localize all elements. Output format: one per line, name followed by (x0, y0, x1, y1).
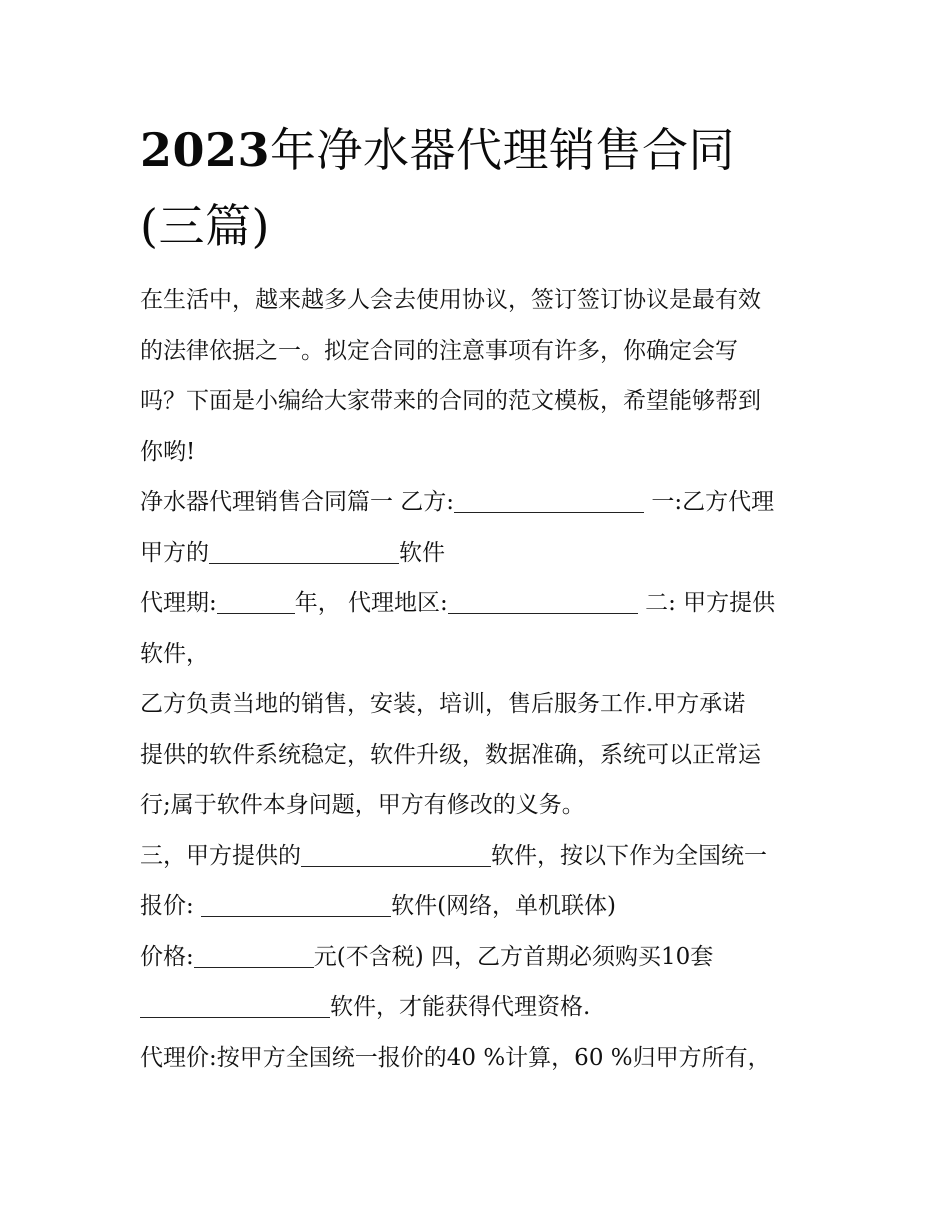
paragraph-line (140, 987, 820, 1038)
paragraph-line (140, 785, 820, 836)
document-title (140, 112, 820, 264)
paragraph-line (140, 886, 820, 937)
paragraph-line (140, 482, 820, 533)
text-segment: 二: 甲方提供 (637, 590, 776, 616)
text-segment: 在生活中，越来越多人会去使用协议，签订签订协议是最有效 (140, 287, 761, 313)
text-segment: 净水器代理销售合同篇一 乙方: (140, 489, 455, 515)
paragraph-line (140, 735, 820, 786)
text-segment: 报价: (140, 893, 202, 919)
text-segment: 的法律依据之一。拟定合同的注意事项有许多，你确定会写 (140, 337, 738, 364)
text-segment: 提供的软件系统稳定，软件升级，数据准确，系统可以正常运 (140, 741, 761, 768)
text-segment: 三，甲方提供的 (140, 842, 301, 869)
fill-in-blank-region (448, 587, 638, 614)
fill-in-blank-software (209, 537, 399, 564)
paragraph-line (140, 583, 820, 634)
paragraph-line (140, 331, 820, 382)
text-segment: 软件，按以下作为全国统一 (491, 842, 767, 869)
title-year: 2023 (140, 123, 271, 177)
text-segment: 乙方负责当地的销售，安装，培训，售后服务工作.甲方承诺 (140, 691, 746, 717)
text-segment: 行;属于软件本身问题，甲方有修改的义务。 (140, 792, 585, 818)
text-segment: 甲方的 (140, 539, 209, 566)
text-segment: 元(不含税) 四，乙方首期必须购买10套 (313, 943, 714, 970)
fill-in-blank-software (140, 991, 330, 1018)
paragraph-line (140, 432, 820, 483)
text-segment: 年， 代理地区: (294, 590, 448, 616)
text-segment: 你哟! (140, 438, 196, 465)
text-segment: 软件 (399, 539, 445, 566)
fill-in-blank-quote (201, 890, 391, 917)
paragraph-line (140, 684, 820, 735)
text-segment: 吗？下面是小编给大家带来的合同的范文模板，希望能够帮到 (140, 388, 761, 414)
text-segment: 价格: (140, 943, 194, 970)
document-body (140, 280, 820, 1088)
text-segment: 代理价:按甲方全国统一报价的40 %计算，60 %归甲方所有， (140, 1044, 771, 1071)
title-subtitle: (三篇) (140, 199, 270, 253)
text-segment: 一:乙方代理 (644, 489, 775, 515)
text-segment: 代理期: (140, 590, 217, 616)
paragraph-line (140, 937, 820, 988)
title-text: 年净水器代理销售合同 (270, 123, 736, 177)
paragraph-line (140, 634, 820, 685)
text-segment: 软件， (140, 640, 209, 667)
paragraph-line (140, 280, 820, 331)
fill-in-blank-software (301, 840, 491, 867)
fill-in-blank-price (194, 941, 314, 968)
text-segment: 软件，才能获得代理资格. (330, 994, 591, 1020)
text-segment: 软件(网络，单机联体) (391, 893, 617, 919)
fill-in-blank-party-b (454, 486, 644, 513)
paragraph-line (140, 533, 820, 584)
paragraph-line (140, 836, 820, 887)
paragraph-line (140, 381, 820, 432)
paragraph-line (140, 1038, 820, 1089)
fill-in-blank-term (217, 587, 295, 614)
